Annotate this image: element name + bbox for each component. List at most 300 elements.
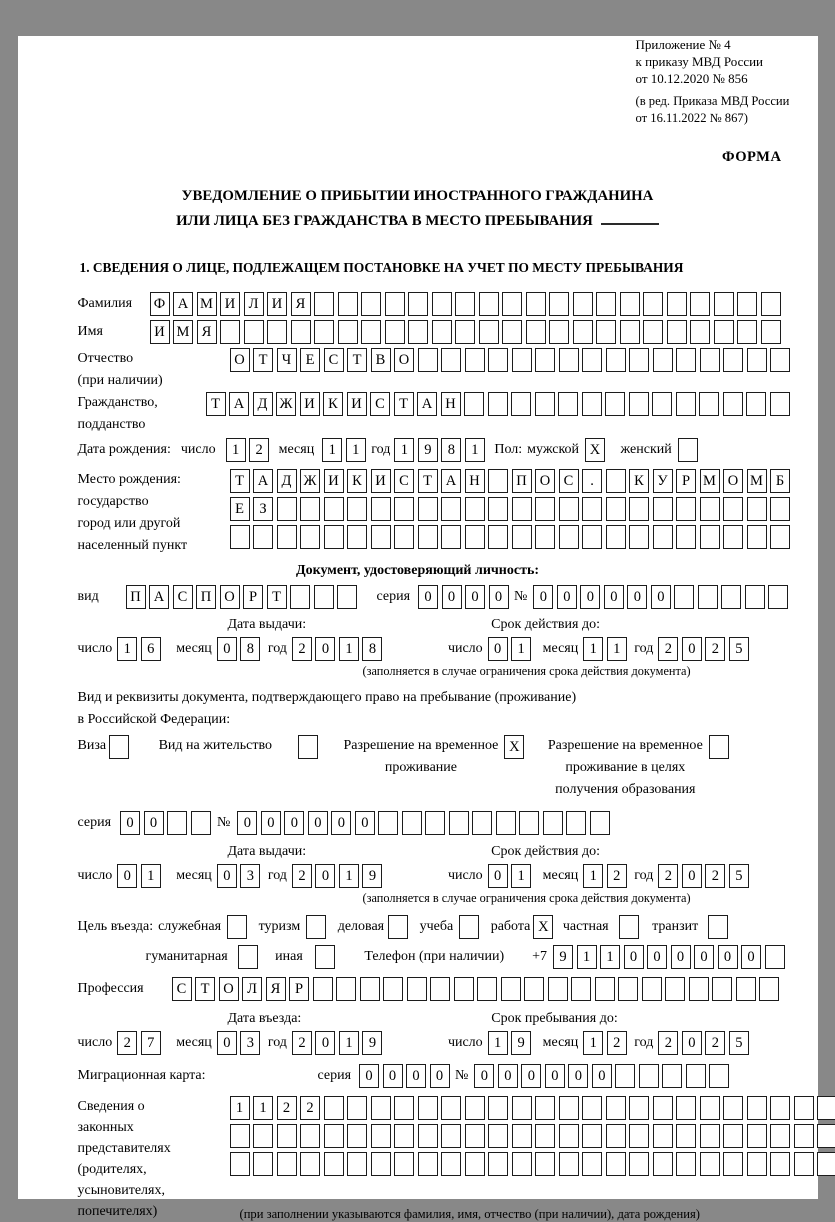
char-cell[interactable]	[709, 735, 729, 759]
char-cell[interactable]	[167, 811, 187, 835]
char-cell[interactable]: Л	[242, 977, 262, 1001]
char-cell[interactable]	[712, 977, 732, 1001]
char-cell[interactable]	[425, 811, 445, 835]
char-cell[interactable]	[590, 811, 610, 835]
char-cell[interactable]: 1	[117, 637, 137, 661]
char-cell[interactable]	[488, 525, 508, 549]
char-cell[interactable]: 1	[339, 864, 359, 888]
residence-number-cells[interactable]	[237, 811, 613, 835]
char-cell[interactable]	[347, 497, 367, 521]
char-cell[interactable]	[582, 525, 602, 549]
char-cell[interactable]: 1	[339, 1031, 359, 1055]
citizenship-cells[interactable]	[206, 392, 794, 416]
char-cell[interactable]	[747, 348, 767, 372]
char-cell[interactable]	[643, 292, 663, 316]
char-cell[interactable]	[535, 1096, 555, 1120]
char-cell[interactable]: Р	[676, 469, 696, 493]
char-cell[interactable]: 1	[394, 438, 414, 462]
char-cell[interactable]	[582, 1096, 602, 1120]
char-cell[interactable]	[747, 1152, 767, 1176]
char-cell[interactable]: 2	[658, 637, 678, 661]
char-cell[interactable]: 1	[465, 438, 485, 462]
firstname-cells[interactable]	[150, 320, 785, 344]
char-cell[interactable]	[324, 1096, 344, 1120]
char-cell[interactable]: 0	[545, 1064, 565, 1088]
char-cell[interactable]	[459, 915, 479, 939]
char-cell[interactable]: Р	[289, 977, 309, 1001]
char-cell[interactable]	[596, 292, 616, 316]
char-cell[interactable]: 1	[322, 438, 342, 462]
char-cell[interactable]: X	[504, 735, 524, 759]
char-cell[interactable]: А	[229, 392, 249, 416]
char-cell[interactable]	[629, 392, 649, 416]
char-cell[interactable]	[559, 497, 579, 521]
char-cell[interactable]: 2	[292, 1031, 312, 1055]
char-cell[interactable]: У	[653, 469, 673, 493]
char-cell[interactable]	[383, 977, 403, 1001]
char-cell[interactable]	[418, 1152, 438, 1176]
identity-number-cells[interactable]	[533, 585, 792, 609]
char-cell[interactable]: 0	[557, 585, 577, 609]
stay-year[interactable]	[658, 1031, 752, 1055]
char-cell[interactable]	[746, 392, 766, 416]
residence-permit-checkbox[interactable]	[298, 735, 322, 759]
char-cell[interactable]	[606, 348, 626, 372]
char-cell[interactable]	[336, 977, 356, 1001]
char-cell[interactable]	[441, 1152, 461, 1176]
char-cell[interactable]: С	[324, 348, 344, 372]
char-cell[interactable]: 0	[217, 637, 237, 661]
char-cell[interactable]	[723, 392, 743, 416]
char-cell[interactable]	[559, 1124, 579, 1148]
char-cell[interactable]: А	[149, 585, 169, 609]
char-cell[interactable]: 0	[568, 1064, 588, 1088]
char-cell[interactable]	[765, 945, 785, 969]
char-cell[interactable]: Т	[206, 392, 226, 416]
char-cell[interactable]	[535, 525, 555, 549]
char-cell[interactable]: 0	[627, 585, 647, 609]
char-cell[interactable]: 0	[682, 1031, 702, 1055]
char-cell[interactable]	[388, 915, 408, 939]
char-cell[interactable]: 0	[592, 1064, 612, 1088]
char-cell[interactable]	[700, 348, 720, 372]
char-cell[interactable]	[418, 348, 438, 372]
char-cell[interactable]	[535, 1152, 555, 1176]
char-cell[interactable]: 0	[682, 864, 702, 888]
char-cell[interactable]: .	[582, 469, 602, 493]
char-cell[interactable]	[737, 292, 757, 316]
char-cell[interactable]	[639, 1064, 659, 1088]
residence-issue-day[interactable]	[117, 864, 164, 888]
migration-series-cells[interactable]	[359, 1064, 453, 1088]
char-cell[interactable]	[277, 1124, 297, 1148]
entry-year[interactable]	[292, 1031, 386, 1055]
char-cell[interactable]: Д	[277, 469, 297, 493]
char-cell[interactable]	[676, 1096, 696, 1120]
char-cell[interactable]	[512, 497, 532, 521]
char-cell[interactable]	[549, 292, 569, 316]
char-cell[interactable]: И	[347, 392, 367, 416]
residence-expiry-month[interactable]	[583, 864, 630, 888]
identity-expiry-year[interactable]	[658, 637, 752, 661]
char-cell[interactable]: Т	[394, 392, 414, 416]
char-cell[interactable]	[745, 585, 765, 609]
identity-series-cells[interactable]	[418, 585, 512, 609]
char-cell[interactable]: Д	[253, 392, 273, 416]
char-cell[interactable]	[676, 1124, 696, 1148]
char-cell[interactable]	[747, 1124, 767, 1148]
char-cell[interactable]: 0	[489, 585, 509, 609]
char-cell[interactable]	[643, 320, 663, 344]
entry-day[interactable]	[117, 1031, 164, 1055]
char-cell[interactable]	[347, 1124, 367, 1148]
char-cell[interactable]: 0	[741, 945, 761, 969]
char-cell[interactable]: Н	[465, 469, 485, 493]
char-cell[interactable]: Б	[770, 469, 790, 493]
char-cell[interactable]: Ж	[300, 469, 320, 493]
char-cell[interactable]	[418, 497, 438, 521]
char-cell[interactable]	[770, 497, 790, 521]
purpose-checkbox-sluzhebnaya[interactable]	[227, 915, 251, 939]
char-cell[interactable]: 2	[300, 1096, 320, 1120]
char-cell[interactable]: 3	[240, 864, 260, 888]
char-cell[interactable]: 0	[418, 585, 438, 609]
char-cell[interactable]	[488, 348, 508, 372]
char-cell[interactable]	[385, 292, 405, 316]
char-cell[interactable]	[770, 1124, 790, 1148]
char-cell[interactable]	[548, 977, 568, 1001]
char-cell[interactable]	[709, 1064, 729, 1088]
char-cell[interactable]: А	[417, 392, 437, 416]
char-cell[interactable]	[408, 320, 428, 344]
purpose-checkbox-inaya[interactable]	[315, 945, 339, 969]
char-cell[interactable]: А	[441, 469, 461, 493]
char-cell[interactable]: 0	[465, 585, 485, 609]
char-cell[interactable]	[512, 1124, 532, 1148]
char-cell[interactable]	[371, 1124, 391, 1148]
char-cell[interactable]: 0	[498, 1064, 518, 1088]
birth-month-cells[interactable]	[322, 438, 369, 462]
char-cell[interactable]	[306, 915, 326, 939]
char-cell[interactable]	[535, 1124, 555, 1148]
char-cell[interactable]: 0	[647, 945, 667, 969]
char-cell[interactable]	[761, 292, 781, 316]
birth-day-cells[interactable]	[226, 438, 273, 462]
char-cell[interactable]: А	[253, 469, 273, 493]
char-cell[interactable]: 7	[141, 1031, 161, 1055]
char-cell[interactable]	[817, 1124, 835, 1148]
char-cell[interactable]	[629, 1096, 649, 1120]
char-cell[interactable]	[606, 469, 626, 493]
char-cell[interactable]	[300, 497, 320, 521]
char-cell[interactable]	[277, 497, 297, 521]
char-cell[interactable]: 2	[277, 1096, 297, 1120]
char-cell[interactable]	[559, 348, 579, 372]
visa-checkbox[interactable]	[109, 735, 133, 759]
char-cell[interactable]: 0	[533, 585, 553, 609]
char-cell[interactable]	[324, 1152, 344, 1176]
char-cell[interactable]	[559, 525, 579, 549]
char-cell[interactable]: 0	[315, 1031, 335, 1055]
char-cell[interactable]	[300, 1124, 320, 1148]
char-cell[interactable]: 1	[511, 864, 531, 888]
char-cell[interactable]	[361, 320, 381, 344]
char-cell[interactable]	[700, 525, 720, 549]
char-cell[interactable]	[723, 1152, 743, 1176]
char-cell[interactable]	[220, 320, 240, 344]
char-cell[interactable]	[571, 977, 591, 1001]
char-cell[interactable]: Т	[253, 348, 273, 372]
char-cell[interactable]	[472, 811, 492, 835]
residence-expiry-day[interactable]	[488, 864, 535, 888]
char-cell[interactable]	[519, 811, 539, 835]
char-cell[interactable]: 1	[583, 864, 603, 888]
char-cell[interactable]	[408, 292, 428, 316]
char-cell[interactable]	[582, 348, 602, 372]
char-cell[interactable]: Н	[441, 392, 461, 416]
char-cell[interactable]: 2	[607, 864, 627, 888]
char-cell[interactable]: Р	[243, 585, 263, 609]
char-cell[interactable]	[314, 585, 334, 609]
birthplace-row2-cells[interactable]	[230, 497, 794, 521]
identity-expiry-month[interactable]	[583, 637, 630, 661]
char-cell[interactable]	[502, 320, 522, 344]
char-cell[interactable]	[488, 392, 508, 416]
char-cell[interactable]	[347, 525, 367, 549]
char-cell[interactable]	[723, 348, 743, 372]
char-cell[interactable]: Е	[300, 348, 320, 372]
char-cell[interactable]	[605, 392, 625, 416]
char-cell[interactable]: 1	[230, 1096, 250, 1120]
char-cell[interactable]: 6	[141, 637, 161, 661]
char-cell[interactable]: 0	[315, 864, 335, 888]
male-checkbox[interactable]	[585, 438, 609, 462]
char-cell[interactable]: В	[371, 348, 391, 372]
char-cell[interactable]: О	[219, 977, 239, 1001]
char-cell[interactable]	[543, 811, 563, 835]
char-cell[interactable]	[488, 1124, 508, 1148]
char-cell[interactable]: 1	[577, 945, 597, 969]
char-cell[interactable]: Т	[347, 348, 367, 372]
profession-cells[interactable]	[172, 977, 783, 1001]
char-cell[interactable]	[770, 348, 790, 372]
char-cell[interactable]: Т	[195, 977, 215, 1001]
char-cell[interactable]	[549, 320, 569, 344]
char-cell[interactable]	[690, 292, 710, 316]
purpose-checkbox-rabota[interactable]	[533, 915, 557, 939]
char-cell[interactable]	[430, 977, 450, 1001]
char-cell[interactable]	[566, 811, 586, 835]
char-cell[interactable]	[441, 348, 461, 372]
char-cell[interactable]	[629, 525, 649, 549]
residence-issue-month[interactable]	[217, 864, 264, 888]
char-cell[interactable]	[337, 585, 357, 609]
char-cell[interactable]	[723, 1124, 743, 1148]
char-cell[interactable]	[606, 497, 626, 521]
identity-issue-month[interactable]	[217, 637, 264, 661]
char-cell[interactable]	[465, 1152, 485, 1176]
char-cell[interactable]	[371, 1152, 391, 1176]
char-cell[interactable]	[768, 585, 788, 609]
char-cell[interactable]: 3	[240, 1031, 260, 1055]
char-cell[interactable]	[662, 1064, 682, 1088]
char-cell[interactable]	[747, 1096, 767, 1120]
char-cell[interactable]: 1	[488, 1031, 508, 1055]
char-cell[interactable]	[314, 292, 334, 316]
char-cell[interactable]	[615, 1064, 635, 1088]
phone-cells[interactable]	[553, 945, 788, 969]
char-cell[interactable]: 1	[511, 637, 531, 661]
purpose-checkbox-ucheba[interactable]	[459, 915, 483, 939]
char-cell[interactable]	[455, 320, 475, 344]
char-cell[interactable]: 9	[362, 864, 382, 888]
representatives-row1-cells[interactable]	[230, 1096, 835, 1120]
char-cell[interactable]	[606, 1152, 626, 1176]
char-cell[interactable]	[689, 977, 709, 1001]
char-cell[interactable]	[723, 497, 743, 521]
char-cell[interactable]	[488, 469, 508, 493]
residence-issue-year[interactable]	[292, 864, 386, 888]
char-cell[interactable]	[629, 348, 649, 372]
char-cell[interactable]	[441, 497, 461, 521]
char-cell[interactable]	[770, 392, 790, 416]
char-cell[interactable]: М	[197, 292, 217, 316]
char-cell[interactable]	[665, 977, 685, 1001]
char-cell[interactable]: Т	[267, 585, 287, 609]
char-cell[interactable]: 9	[362, 1031, 382, 1055]
char-cell[interactable]: 2	[117, 1031, 137, 1055]
char-cell[interactable]: X	[533, 915, 553, 939]
char-cell[interactable]: 5	[729, 864, 749, 888]
char-cell[interactable]: 0	[355, 811, 375, 835]
char-cell[interactable]: Л	[244, 292, 264, 316]
stay-day[interactable]	[488, 1031, 535, 1055]
char-cell[interactable]	[238, 945, 258, 969]
purpose-checkbox-turizm[interactable]	[306, 915, 330, 939]
char-cell[interactable]	[723, 1096, 743, 1120]
char-cell[interactable]	[794, 1152, 814, 1176]
char-cell[interactable]	[511, 392, 531, 416]
char-cell[interactable]	[267, 320, 287, 344]
char-cell[interactable]	[277, 1152, 297, 1176]
char-cell[interactable]: К	[629, 469, 649, 493]
char-cell[interactable]	[629, 1152, 649, 1176]
char-cell[interactable]	[324, 525, 344, 549]
char-cell[interactable]: 9	[418, 438, 438, 462]
char-cell[interactable]	[512, 1152, 532, 1176]
char-cell[interactable]: 2	[607, 1031, 627, 1055]
char-cell[interactable]	[488, 1096, 508, 1120]
char-cell[interactable]: Я	[266, 977, 286, 1001]
char-cell[interactable]	[761, 320, 781, 344]
char-cell[interactable]: 0	[694, 945, 714, 969]
char-cell[interactable]	[230, 1152, 250, 1176]
char-cell[interactable]	[676, 348, 696, 372]
char-cell[interactable]: 0	[604, 585, 624, 609]
char-cell[interactable]	[559, 1096, 579, 1120]
char-cell[interactable]	[253, 525, 273, 549]
char-cell[interactable]: 0	[430, 1064, 450, 1088]
char-cell[interactable]	[454, 977, 474, 1001]
char-cell[interactable]	[465, 1124, 485, 1148]
char-cell[interactable]: 0	[488, 637, 508, 661]
char-cell[interactable]: И	[150, 320, 170, 344]
char-cell[interactable]: З	[253, 497, 273, 521]
char-cell[interactable]: 1	[339, 637, 359, 661]
char-cell[interactable]	[676, 1152, 696, 1176]
char-cell[interactable]	[708, 915, 728, 939]
char-cell[interactable]: 2	[705, 1031, 725, 1055]
char-cell[interactable]	[512, 1096, 532, 1120]
char-cell[interactable]	[479, 320, 499, 344]
char-cell[interactable]	[502, 292, 522, 316]
char-cell[interactable]: 1	[226, 438, 246, 462]
char-cell[interactable]	[418, 1096, 438, 1120]
entry-month[interactable]	[217, 1031, 264, 1055]
char-cell[interactable]: П	[126, 585, 146, 609]
char-cell[interactable]	[582, 392, 602, 416]
char-cell[interactable]	[394, 525, 414, 549]
char-cell[interactable]	[667, 320, 687, 344]
char-cell[interactable]: Т	[418, 469, 438, 493]
char-cell[interactable]	[747, 525, 767, 549]
char-cell[interactable]	[315, 945, 335, 969]
char-cell[interactable]	[698, 585, 718, 609]
rvp-education-checkbox[interactable]	[709, 735, 733, 759]
char-cell[interactable]: 0	[383, 1064, 403, 1088]
char-cell[interactable]	[441, 1124, 461, 1148]
purpose-checkbox-delovaya[interactable]	[388, 915, 412, 939]
char-cell[interactable]: Т	[230, 469, 250, 493]
char-cell[interactable]	[360, 977, 380, 1001]
char-cell[interactable]: 0	[671, 945, 691, 969]
char-cell[interactable]	[526, 320, 546, 344]
char-cell[interactable]	[290, 585, 310, 609]
char-cell[interactable]	[759, 977, 779, 1001]
char-cell[interactable]	[371, 1096, 391, 1120]
char-cell[interactable]	[700, 1096, 720, 1120]
patronymic-cells[interactable]	[230, 348, 794, 372]
birthplace-row3-cells[interactable]	[230, 525, 794, 549]
char-cell[interactable]: И	[300, 392, 320, 416]
char-cell[interactable]	[618, 977, 638, 1001]
char-cell[interactable]	[501, 977, 521, 1001]
char-cell[interactable]	[770, 1096, 790, 1120]
char-cell[interactable]: С	[172, 977, 192, 1001]
char-cell[interactable]	[441, 1096, 461, 1120]
residence-expiry-year[interactable]	[658, 864, 752, 888]
char-cell[interactable]: 1	[607, 637, 627, 661]
char-cell[interactable]	[512, 348, 532, 372]
char-cell[interactable]	[432, 320, 452, 344]
char-cell[interactable]	[477, 977, 497, 1001]
purpose-checkbox-chastnaya[interactable]	[619, 915, 643, 939]
birth-year-cells[interactable]	[394, 438, 488, 462]
char-cell[interactable]	[227, 915, 247, 939]
char-cell[interactable]	[191, 811, 211, 835]
char-cell[interactable]: 1	[141, 864, 161, 888]
char-cell[interactable]	[526, 292, 546, 316]
char-cell[interactable]	[535, 497, 555, 521]
char-cell[interactable]	[465, 348, 485, 372]
char-cell[interactable]: 0	[117, 864, 137, 888]
char-cell[interactable]	[277, 525, 297, 549]
char-cell[interactable]	[653, 525, 673, 549]
char-cell[interactable]	[394, 497, 414, 521]
char-cell[interactable]	[714, 292, 734, 316]
char-cell[interactable]	[714, 320, 734, 344]
char-cell[interactable]	[620, 320, 640, 344]
